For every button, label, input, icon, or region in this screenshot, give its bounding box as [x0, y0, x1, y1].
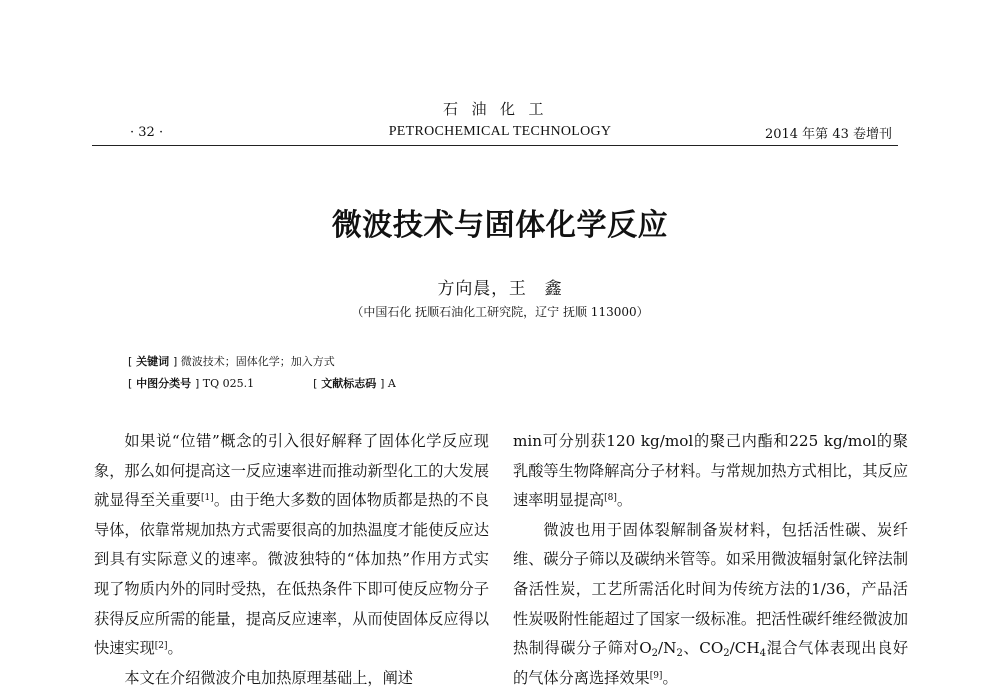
- body-column-left: [94, 427, 489, 693]
- citation: [9]: [649, 670, 663, 681]
- journal-name-english: PETROCHEMICAL TECHNOLOGY: [388, 124, 612, 139]
- affiliation: （中国石化 抚顺石油化工研究院，辽宁 抚顺 113000）: [351, 305, 649, 319]
- keywords-label: [ 关键词 ]: [128, 355, 178, 368]
- keywords-value: 微波技术；固体化学；加入方式: [180, 355, 335, 368]
- class-value: TQ 025.1: [202, 377, 255, 390]
- class-label: [ 中图分类号 ]: [128, 377, 200, 390]
- paragraph: min可分别获120 kg/mol的聚己内酯和225 kg/mol的聚乳酸等生物降解高分子材料。与常规加热方式相比，其反应速率明显提高[8]。: [513, 432, 908, 510]
- citation: [8]: [604, 493, 617, 504]
- authors: 方向晨，王 鑫: [437, 279, 563, 299]
- article-title: 微波技术与固体化学反应: [331, 208, 669, 243]
- paragraph: 微波也用于固体裂解制备炭材料，包括活性碳、炭纤维、碳分子筛以及碳纳米管等。如采用微波辐射氯化锌法制备活性炭，工艺所需活化时间为传统方法的1/36，产品活性炭吸附性能超过了国家一级标准。把活性碳纤维经微波加热制得碳分子筛对$O_2/N_2$、$CO_2/CH_4$混合气体表现出良好的气体分离选择效果[9]。: [513, 520, 909, 687]
- doc-code-label: [ 文献标志码 ]: [313, 377, 385, 390]
- citation: [2]: [154, 641, 168, 652]
- body-column-right: [513, 427, 908, 693]
- paragraph: 本文在介绍微波介电加热原理基础上，阐述: [124, 668, 413, 687]
- citation: [1]: [201, 493, 214, 504]
- page-number: · 32 ·: [130, 125, 164, 140]
- keywords-line: [128, 353, 335, 369]
- paragraph: 如果说“位错”概念的引入很好解释了固体化学反应现象，那么如何提高这一反应速率进而推动新型化工的大发展就显得至关重要[1]。由于绝大多数的固体物质都是热的不良导体，依靠常规加热方式需要很高的加热温度才能使反应达到具有实际意义的速率。微波独特的“体加热”作用方式实现了物质内外的同时受热，在低热条件下即可使反应物分子获得反应所需的能量，提高反应速率，从而使固体反应得以快速实现[2]。: [94, 432, 490, 658]
- classification-line: [128, 375, 396, 391]
- issue-info: 2014 年第 43 卷增刊: [764, 127, 892, 142]
- journal-name-chinese: 石油化工: [442, 100, 557, 118]
- header-rule: [92, 145, 898, 146]
- doc-code-value: A: [387, 377, 396, 390]
